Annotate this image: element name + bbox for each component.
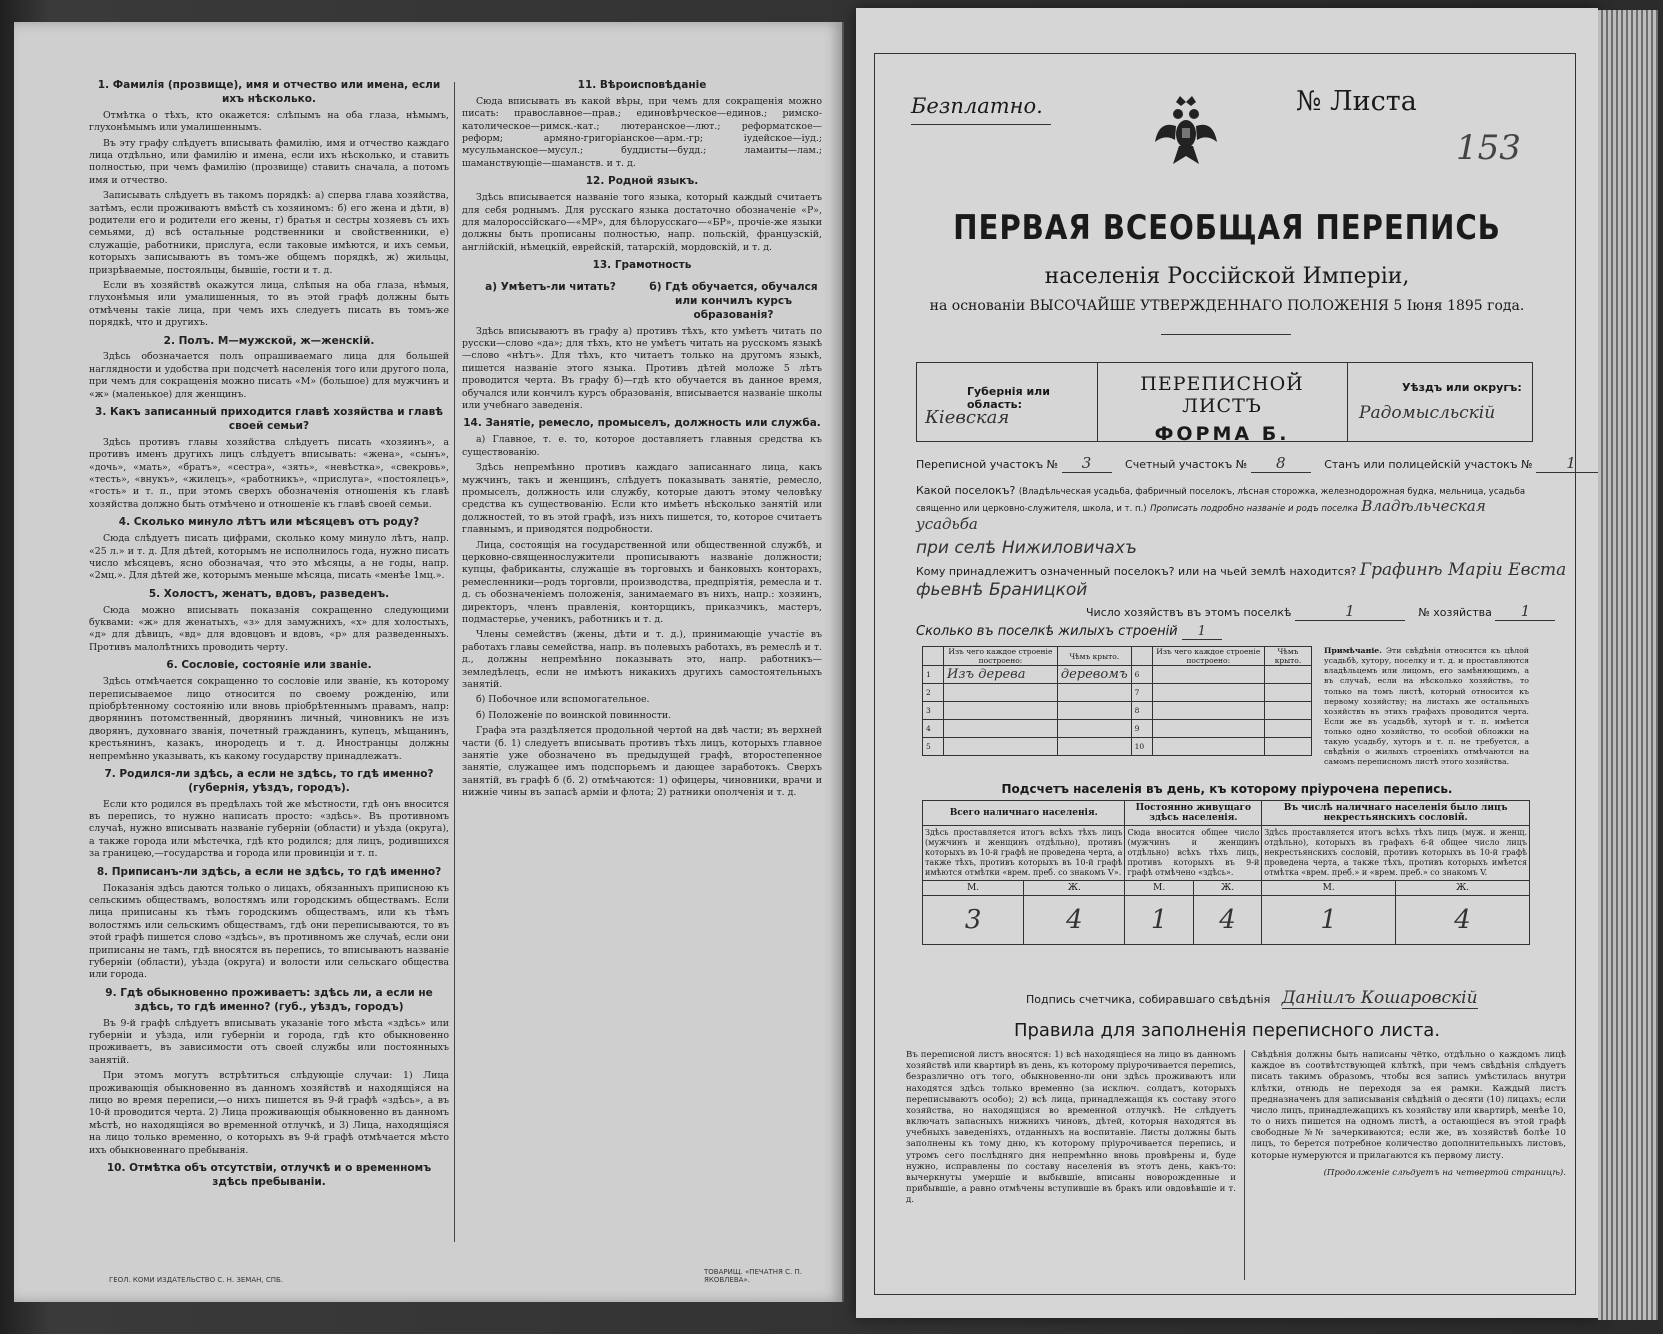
gubernia-cell — [917, 363, 1098, 441]
form-name-cell — [1097, 363, 1348, 445]
section-title: 6. Сословіе, состояніе или званіе. — [166, 659, 372, 672]
paragraph: б) Положеніе по воинской повинности. — [476, 709, 672, 721]
table-cell: 3 — [923, 702, 944, 720]
subtitle: населенія Россійской Имперіи, — [1044, 264, 1410, 289]
census-district-label: Переписной участокъ № — [916, 458, 1059, 471]
district-row — [916, 454, 1606, 473]
form-type: ФОРМА Б. — [1154, 423, 1290, 445]
settlement-value: Владѣльческая усадьба — [916, 497, 1486, 533]
land-value-2: фьевнѣ Браницкой — [916, 580, 1088, 600]
section-title: 14. Занятіе, ремесло, промыселъ, должность или служба. — [463, 417, 821, 430]
section-title: 4. Сколько минуло лѣтъ или мѣсяцевъ отъ роду? — [118, 516, 420, 529]
table-cell: деревомъ — [1057, 666, 1131, 684]
table-cell — [944, 702, 1058, 720]
section-title: 11. Вѣроисповѣданіе — [577, 79, 707, 91]
household-no-value: 1 — [1495, 602, 1555, 621]
table-cell — [1264, 666, 1311, 684]
table-cell — [1152, 684, 1264, 702]
paragraph: Здѣсь обозначается полъ опрашиваемаго лица для большей наглядности и удобства при подсчетѣ населенія того или другого пола, при чемъ для сокращенія можно писать «М» (большое) для мужчинъ и «ж» (маленькое) для женщинъ. — [89, 351, 449, 400]
rules-title: Правила для заполненія переписного листа. — [1013, 1020, 1441, 1041]
table-cell — [944, 720, 1058, 738]
settlement-hint: (Владѣльческая усадьба, фабричный поселокъ, лѣсная сторожка, железнодорожная будка, мельница, усадьба священно или церковно-служителя, школа, и т. п.) — [916, 487, 1526, 514]
table-cell — [1264, 720, 1311, 738]
table-row — [923, 702, 1312, 720]
table-cell — [1057, 702, 1131, 720]
divider — [1161, 334, 1291, 335]
column-divider — [454, 82, 455, 1242]
gubernia-value: Кіевская — [925, 407, 1010, 428]
table-header-cell — [923, 647, 944, 666]
table-header-cell: Чѣмъ крыто. — [1057, 647, 1131, 666]
form-header-box — [916, 362, 1533, 445]
paragraph: Графа эта раздѣляется продольной чертой на двѣ части; въ верхней части (б. 1) следуетъ вписывать противъ тѣхъ лицъ, которыхъ главное занятіе уже обозначено въ предыдущей графѣ, второстепенное занятіе, служащее имъ подспорьемъ и дающее заработокъ. Сверхъ занятій, въ графѣ б (б. 2) отмѣчаются: 1) офицеры, чиновники, врачи и нижніе чины въ запасѣ арміи и флота; 2) ратники ополченія и т. д. — [462, 725, 822, 799]
paragraph: Если кто родился въ предѣлахъ той же мѣстности, гдѣ онъ вносится въ перепись, то нужно написать просто: «здѣсь». Въ противномъ случаѣ, нужно вписывать названіе губерніи (области) и уѣзда (округа), а также города или мѣстечка, гдѣ кто родился; для лицъ, родившихся за границею,—государства и города или провинціи и т. п. — [89, 798, 449, 860]
count-district-label: Счетный участокъ № — [1125, 458, 1248, 471]
column-divider — [1244, 1050, 1245, 1280]
household-no-label: № хозяйства — [1418, 606, 1492, 619]
printer-imprint-left: ГЕОЛ. КОМИ ИЗДАТЕЛЬСТВО С. Н. ЗЕМАН, СПБ. — [109, 1276, 284, 1284]
paragraph: Если въ хозяйствѣ окажутся лица, слѣпыя на оба глаза, нѣмыя, глухонѣмыя или умалишенныя, то въ этой графѣ должны быть отмѣчены такіе лица, при чемъ ихъ следуетъ писать въ томъ-же порядкѣ, что и другихъ. — [89, 280, 449, 329]
paragraph: Сюда можно вписывать показанія сокращенно следующими буквами: «ж» для женатыхъ, «з» для замужнихъ, «х» для холостыхъ, «д» для дѣвицъ, «вд» для вдовцовъ и вдовъ, «р» для разведенныхъ. Противъ малолѣтнихъ проводить черту. — [89, 604, 449, 653]
paragraph: Здѣсь вписывается названіе того языка, который каждый считаетъ для себя роднымъ. Для русскаго языка достаточно обозначеніе «Р», для малороссійскаго—«МР», для бѣлорусскаго—«БР», прочіе-же языки должны быть прописаны полностью, напр. польскій, французскій, англійскій, нѣмецкій, еврейскій, татарскій, мордовскій, и т. д. — [462, 192, 822, 253]
table-header-cell — [1131, 647, 1152, 666]
table-cell: М. — [923, 881, 1024, 896]
section-title: 10. Отмѣтка объ отсутствіи, отлучкѣ и о временномъ здѣсь пребываніи. — [106, 1161, 432, 1188]
land-label: Кому принадлежитъ означенный поселокъ? или на чьей землѣ находится? — [916, 565, 1357, 578]
note-title: Примѣчаніе. — [1324, 646, 1382, 655]
page-stack-edge — [1598, 10, 1658, 1320]
table-row — [923, 738, 1312, 756]
table-cell: 10 — [1131, 738, 1152, 756]
count-value: 3 — [923, 896, 1024, 945]
paragraph: Здѣсь отмѣчается сокращенно то сословіе или званіе, къ которому переписываемое лицо относится по своему рожденію, или пріобрѣтенному состоянію или вновь пріобрѣтеннымъ правамъ, напр: дворянинъ потомственный, дворянинъ личный, чиновникъ не изъ дворянъ, духовнаго званія, почетный гражданинъ, купецъ, мѣщанинъ, крестьянинъ, казакъ, инородецъ и т. д. Иностранцы должны непремѣнно указывать, къ какому государству принадлежатъ. — [89, 676, 449, 762]
paragraph: Здѣсь противъ главы хозяйства слѣдуетъ писать «хозяинъ», а противъ именъ другихъ лицъ слѣдуетъ вписывать: «жена», «сынъ», «дочь», «мать», «братъ», «сестра», «зять», «невѣстка», «свекровь», «тесть», «внукъ», «жилецъ», «работникъ», «прислуга», «постоялецъ», «гость» и т. п., при этомъ сверхъ обозначенія отношенія къ главѣ хозяйства должно быть отмѣчено и отношеніе къ главѣ своей семьи. — [89, 436, 449, 510]
sheet-number-handwritten: 153 — [1456, 128, 1521, 168]
count-title: Подсчетъ населенія въ день, къ которому пріурочена перепись. — [1001, 782, 1453, 796]
table-cell: Ж. — [1024, 881, 1125, 896]
rules-continue: (Продолженіе слѣдуетъ на четвертой страницѣ). — [1323, 1167, 1566, 1178]
left-column-2 — [462, 74, 822, 803]
table-cell — [1057, 684, 1131, 702]
table-row — [923, 666, 1312, 684]
section-title: 3. Какъ записанный приходится главѣ хозяйства и главѣ своей семьи? — [95, 406, 443, 432]
paragraph: Члены семействъ (жены, дѣти и т. д.), принимающіе участіе въ работахъ главы семейства, напр. въ полевыхъ работахъ, въ ремеслѣ и т. д., должны непремѣнно показывать это, напр. работникъ—земледѣлецъ, если не имѣютъ никакихъ другихъ самостоятельныхъ занятій. — [462, 629, 822, 691]
table-cell: 2 — [923, 684, 944, 702]
section-title: б) Гдѣ обучается, обучался или кончилъ курсъ образованія? — [649, 281, 818, 321]
buildings-row — [916, 624, 1222, 640]
section-title: 13. Грамотность — [592, 259, 692, 272]
table-header-cell: Изъ чего каждое строеніе построено: — [944, 647, 1058, 666]
buildings-label: Сколько въ поселкѣ жилыхъ строеній — [916, 624, 1178, 639]
paragraph: б) Побочное или вспомогательное. — [476, 694, 650, 706]
table-cell — [1152, 738, 1264, 756]
table-header-cell: Въ числѣ наличнаго населенія было лицъ некрестьянскихъ сословій. — [1262, 801, 1530, 826]
uezd-label: Уѣздъ или округъ: — [1402, 381, 1522, 394]
uezd-cell — [1347, 363, 1532, 441]
paragraph: Записывать слѣдуетъ въ такомъ порядкѣ: а) сперва глава хозяйства, затѣмъ, если проживаютъ вмѣстѣ съ хозяиномъ: б) его жена и дѣти, в) родители его и родители его жены, г) братья и сестры хозяевъ съ ихъ семьями, д) всѣ остальные родственники и свойственники, е) служащіе, работники, прислуга, если таковые имѣются, и ихъ семьи, которыхъ записываютъ въ томъ-же общемъ порядкѣ, ж) жильцы, призрѣваемые, постояльцы, бывшіе, гости и т. д. — [89, 190, 449, 276]
signature-row — [1026, 988, 1478, 1009]
table-cell — [1152, 666, 1264, 684]
rules-column-2-text: Свѣдѣнія должны быть написаны чётко, отдѣльно о каждомъ лицѣ каждое въ соотвѣтствующей клѣткѣ, при чемъ свѣдѣнія слѣдуетъ писать такимъ образомъ, чтобы вся запись умѣстилась внутри клѣтки, отнюдь не переходя за ея рамки. Каждый листъ предназначенъ для записыванія свѣдѣній о десяти (10) лицахъ; если число лицъ, принадлежащихъ къ хозяйству или квартирѣ, менѣе 10, то о нихъ пишется на одномъ листѣ, а остающіеся въ этой графѣ свободные №№ зачеркиваются; если же, въ хозяйствѣ болѣе 10 лицъ, то берется потребное количество дополнительныхъ листовъ, которые нумеруются и прилагаются къ первому листу. — [1251, 1050, 1566, 1161]
table-cell: М. — [1125, 881, 1193, 896]
subtitle-decree: на основаніи ВЫСОЧАЙШЕ УТВЕРЖДЕННАГО ПОЛОЖЕНІЯ 5 Іюня 1895 года. — [929, 298, 1525, 314]
count-district-value: 8 — [1251, 454, 1311, 473]
table-cell — [1264, 702, 1311, 720]
paragraph: Въ эту графу слѣдуетъ вписывать фамилію, имя и отчество каждаго лица отдѣльно, или фамилію и имена, если ихъ нѣсколько, и ставить полностью, при чемъ фамилію (прозвище) ставить сначала, а потомъ имя и отчество. — [89, 137, 449, 186]
table-cell: М. — [1262, 881, 1396, 896]
printer-imprint-right: ТОВАРИЩ. «ПЕЧАТНЯ С. П. ЯКОВЛЕВА». — [704, 1268, 802, 1284]
table-cell: 9 — [1131, 720, 1152, 738]
table-cell: 4 — [923, 720, 944, 738]
settlement-hint-2: Прописать подробно названіе и родъ поселка — [1150, 504, 1358, 514]
sheet-number-label: № Листа — [1296, 86, 1417, 117]
table-cell — [1264, 738, 1311, 756]
signature-value: Даніилъ Кошаровскій — [1281, 988, 1478, 1008]
table-cell: Ж. — [1396, 881, 1530, 896]
paragraph: а) Главное, т. е. то, которое доставляетъ главныя средства къ существованію. — [462, 434, 822, 458]
divider — [911, 124, 1051, 125]
section-title: 12. Родной языкъ. — [585, 175, 699, 188]
signature-label: Подпись счетчика, собиравшаго свѣдѣнія — [1026, 993, 1271, 1006]
stan-label: Станъ или полицейскій участокъ № — [1324, 458, 1533, 471]
paragraph: Показанія здѣсь даются только о лицахъ, обязанныхъ приписною къ сельскимъ обществамъ, волостямъ или городскимъ обществамъ. Если лица приписаны къ тѣмъ городскимъ обществамъ, или къ тѣмъ волостямъ или сельскимъ обществамъ, гдѣ они переписываются, то въ этой графѣ пишется слово «здѣсь», въ противномъ же случаѣ, если они приписаны не тамъ, гдѣ вносятся въ перепись, то вписываютъ названіе губерніи (области), уѣзда (округа) и волости или сельскаго общества или города. — [89, 882, 449, 981]
table-cell: 1 — [923, 666, 944, 684]
table-row — [923, 720, 1312, 738]
paragraph: Въ 9-й графѣ слѣдуетъ вписывать указаніе того мѣста «здѣсь» или губерніи и уѣзда, или губерніи и города, гдѣ кто обыкновенно проживаетъ, въ зависимости отъ своей службы или постоянныхъ занятій. — [89, 1017, 449, 1066]
buildings-table — [922, 646, 1312, 756]
left-column-1 — [89, 74, 449, 1193]
table-cell — [944, 684, 1058, 702]
paragraph: Сюда слѣдуетъ писать цифрами, сколько кому минуло лѣтъ, напр. «25 л.» и т. д. Для дѣтей, которымъ не исполнилось года, нужно писать число мѣсяцевъ, ясно обозначая, что это мѣсяцы, а не годы, напр. «2мц.». Для дѣтей же, которымъ меньше мѣсяца, писать «менѣе 1мц.». — [89, 533, 449, 582]
count-value: 4 — [1024, 896, 1125, 945]
section-title: 8. Приписанъ-ли здѣсь, а если не здѣсь, то гдѣ именно? — [96, 865, 442, 878]
table-cell: Ж. — [1193, 881, 1261, 896]
paragraph: Здѣсь непремѣнно противъ каждаго записаннаго лица, какъ мужчинъ, такъ и женщинъ, слѣдуетъ показывать занятіе, ремесло, промыселъ, должность или службу, которые даютъ этому человѣку средства къ существованію. Если кто имѣетъ нѣсколько занятій или должностей, то въ этой графѣ, изъ нихъ пишется, то, которое считаетъ главнымъ, и приводятся подробности. — [462, 462, 822, 536]
population-count-table — [922, 800, 1530, 945]
settlement-label: Какой поселокъ? — [916, 484, 1016, 497]
census-district-value: 3 — [1062, 454, 1112, 473]
free-of-charge-label: Безплатно. — [911, 94, 1043, 118]
imperial-eagle-icon — [1151, 90, 1221, 180]
table-header-cell: Всего наличнаго населенія. — [923, 801, 1125, 826]
count-value: 1 — [1125, 896, 1193, 945]
left-page — [14, 22, 844, 1302]
rules-column-1: Въ переписной листъ вносятся: 1) всѣ находящіеся на лицо въ данномъ хозяйствѣ или квартирѣ въ день, къ которому пріурочивается перепись, безразлично отъ того, обыкновенно-ли они здѣсь проживаютъ или находятся здѣсь только временно (за исключ. солдатъ, которыхъ переписываютъ особо); 2) всѣ лица, принадлежащія къ составу этого хозяйства, но находящіяся во временной отлучкѣ. Не слѣдуетъ включать запасныхъ нижнихъ чиновъ, дѣтей, которыя находятся въ учебныхъ заведеніяхъ, отданныхъ на воспитаніе. Листы должны быть заполнены къ тому дню, къ которому пріурочивается перепись, и утромъ сего послѣдняго дня непремѣнно вновь провѣрены и, буде нужно, исправлены по составу населенія въ этотъ день, какъ-то: вычеркнуты умершіе и выбывшіе, вписаны новорожденные и прибывшіе, а равно отмѣчены вступившіе въ бракъ или овдовѣвшіе и т. д. — [906, 1050, 1236, 1206]
paragraph: При этомъ могутъ встрѣтиться слѣдующіе случаи: 1) Лица проживающія обыкновенно въ данномъ хозяйствѣ и находящіяся на лицо во время переписи,—о нихъ пишется въ 9-й графѣ «здѣсь», а въ 10-й проводится черта. 2) Лица проживающія обыкновенно въ данномъ мѣстѣ, но находящіяся во временной отлучкѣ, и 3) Лица, находящіяся на лицо только временно, о которыхъ въ 9-й графѣ отмѣчается мѣсто ихъ обыкновеннаго пребыванія. — [89, 1070, 449, 1156]
table-header-cell: Изъ чего каждое строеніе построено: — [1152, 647, 1264, 666]
form-name: ПЕРЕПИСНОЙ ЛИСТЪ — [1140, 373, 1304, 417]
table-cell: Здѣсь проставляется итогъ всѣхъ тѣхъ лицъ (муж. и женщ. отдѣльно), которыхъ въ графахъ 6-й общее число лицъ некрестьянскихъ сословій, противъ которыхъ въ 10-й графѣ проведена черта, а также тѣхъ, противъ которыхъ имѣется отмѣтка «врем. преб.» и «врем. преб.» со знакомъ V. — [1262, 826, 1530, 881]
table-cell — [1057, 738, 1131, 756]
table-cell: 8 — [1131, 702, 1152, 720]
buildings-value: 1 — [1182, 624, 1222, 640]
table-cell — [944, 738, 1058, 756]
households-row — [1086, 602, 1555, 621]
table-cell — [1152, 720, 1264, 738]
page-title: ПЕРВАЯ ВСЕОБЩАЯ ПЕРЕПИСЬ — [953, 208, 1501, 248]
table-cell — [1264, 684, 1311, 702]
paragraph: Здѣсь вписываютъ въ графу а) противъ тѣхъ, кто умѣетъ читать по русски—слово «да»; для тѣхъ, кто не умѣетъ читать на русскомъ языкѣ—слово «нѣтъ». Для тѣхъ, кто читаетъ только на другомъ языкѣ, пишется названіе этого языка. Противъ дѣтей моложе 5 лѣтъ проводится черта. Въ графу б)—гдѣ кто обучается въ данное время, обучался или кончилъ курсъ образованія, вписывается названіе школы или учебнаго заведенія. — [462, 325, 822, 412]
count-value: 4 — [1193, 896, 1261, 945]
table-header-cell: Чѣмъ крыто. — [1264, 647, 1311, 666]
section-title: 2. Полъ. М—мужской, ж—женскій. — [163, 334, 375, 347]
table-row — [923, 684, 1312, 702]
settlement-row — [916, 484, 1536, 533]
table-cell: Изъ дерева — [944, 666, 1058, 684]
settlement-value-2: при селѣ Нижиловичахъ — [916, 538, 1137, 558]
land-value: Графинѣ Маріи Евста — [1359, 560, 1567, 580]
count-value: 1 — [1262, 896, 1396, 945]
table-cell — [1152, 702, 1264, 720]
section-title: 7. Родился-ли здѣсь, а если не здѣсь, то гдѣ именно? (губернія, уѣздъ, городъ). — [104, 767, 434, 794]
table-cell: 6 — [1131, 666, 1152, 684]
stan-value: 1 — [1536, 454, 1606, 473]
table-cell: Сюда вносится общее число (мужчинъ и женщинъ отдѣльно) всѣхъ тѣхъ лицъ, противъ которыхъ въ 9-й графѣ отмѣчено «здѣсь». — [1125, 826, 1262, 881]
table-cell: 7 — [1131, 684, 1152, 702]
note-box — [1324, 646, 1529, 768]
table-cell: 5 — [923, 738, 944, 756]
section-title: 5. Холостъ, женатъ, вдовъ, разведенъ. — [148, 587, 390, 600]
gubernia-label: Губернія или область: — [967, 385, 1050, 411]
paragraph: Сюда вписывать въ какой вѣры, при чемъ для сокращенія можно писать: православное—прав.; единовѣрческое—единов.; римско-католическое—римск.-кат.; лютеранское—лют.; реформатское—реформ; армяно-григоріанское—арм.-гр; іудейское—іуд.; мусульманское—мусул.; буддисты—будд.; ламаиты—лам.; шаманствующіе—шаманств. и т. д. — [462, 95, 822, 169]
right-page — [856, 8, 1598, 1318]
table-cell: Здѣсь проставляется итогъ всѣхъ тѣхъ лицъ (мужчинъ и женщинъ отдѣльно), противъ которыхъ въ 10-й графѣ не проведена черта, а также тѣхъ, противъ которыхъ въ 10-й графѣ имѣются отмѣтки «врем. преб. со знакомъ V». — [923, 826, 1125, 881]
households-value: 1 — [1295, 602, 1405, 621]
paragraph: Отмѣтка о тѣхъ, кто окажется: слѣпымъ на оба глаза, нѣмымъ, глухонѣмымъ или умалишеннымъ. — [89, 109, 449, 134]
paragraph: Лица, состоящія на государственной или общественной службѣ, и церковно-священнослужители прописываютъ названіе должности; купцы, фабриканты, служащіе въ торговыхъ и банковыхъ конторахъ, ремесленники—родъ торговли, производства, предпріятія, ремесла и т. д. съ обозначеніемъ положенія, занимаемаго въ нихъ, напр.: хозяинъ, директоръ, членъ правленія, конторщикъ, приказчикъ, мастеръ, подмастерье, ученикъ, работникъ и т. д. — [462, 539, 822, 626]
note-text: Эти свѣдѣнія относятся къ цѣлой усадьбѣ, хутору, поселку и т. д. и проставляются владѣльцемъ или лицомъ, его замѣняющимъ, а въ случаѣ, если на нѣсколько хозяйствъ, то только на томъ листѣ, который относится къ первому хозяйству; на листахъ же остальныхъ хозяйствъ въ этихъ графахъ проводится черта. Если же въ усадьбѣ, хуторѣ и т. п. имѣется только одно хозяйство, то особой обложки на такую усадьбу, хуторъ и т. п. не требуется, а свѣдѣнія о жилыхъ строеніяхъ отмѣчаются на самомъ переписномъ листѣ этого хозяйства. — [1324, 646, 1529, 767]
rules-column-2 — [1251, 1050, 1566, 1179]
uezd-value: Радомысльскій — [1359, 403, 1496, 423]
section-title: 1. Фамилія (прозвище), имя и отчество или имена, если ихъ нѣсколько. — [97, 79, 441, 105]
count-value: 4 — [1396, 896, 1530, 945]
table-cell — [1057, 720, 1131, 738]
two-column-heading — [462, 276, 822, 326]
land-row — [916, 560, 1566, 580]
households-label: Число хозяйствъ въ этомъ поселкѣ — [1086, 606, 1292, 619]
section-title: 9. Гдѣ обыкновенно проживаетъ: здѣсь ли, а если не здѣсь, то гдѣ именно? (губ., уѣздъ, городъ) — [105, 986, 433, 1013]
section-title: а) Умѣетъ-ли читать? — [485, 281, 616, 294]
table-header-cell: Постоянно живущаго здѣсь населенія. — [1125, 801, 1262, 826]
